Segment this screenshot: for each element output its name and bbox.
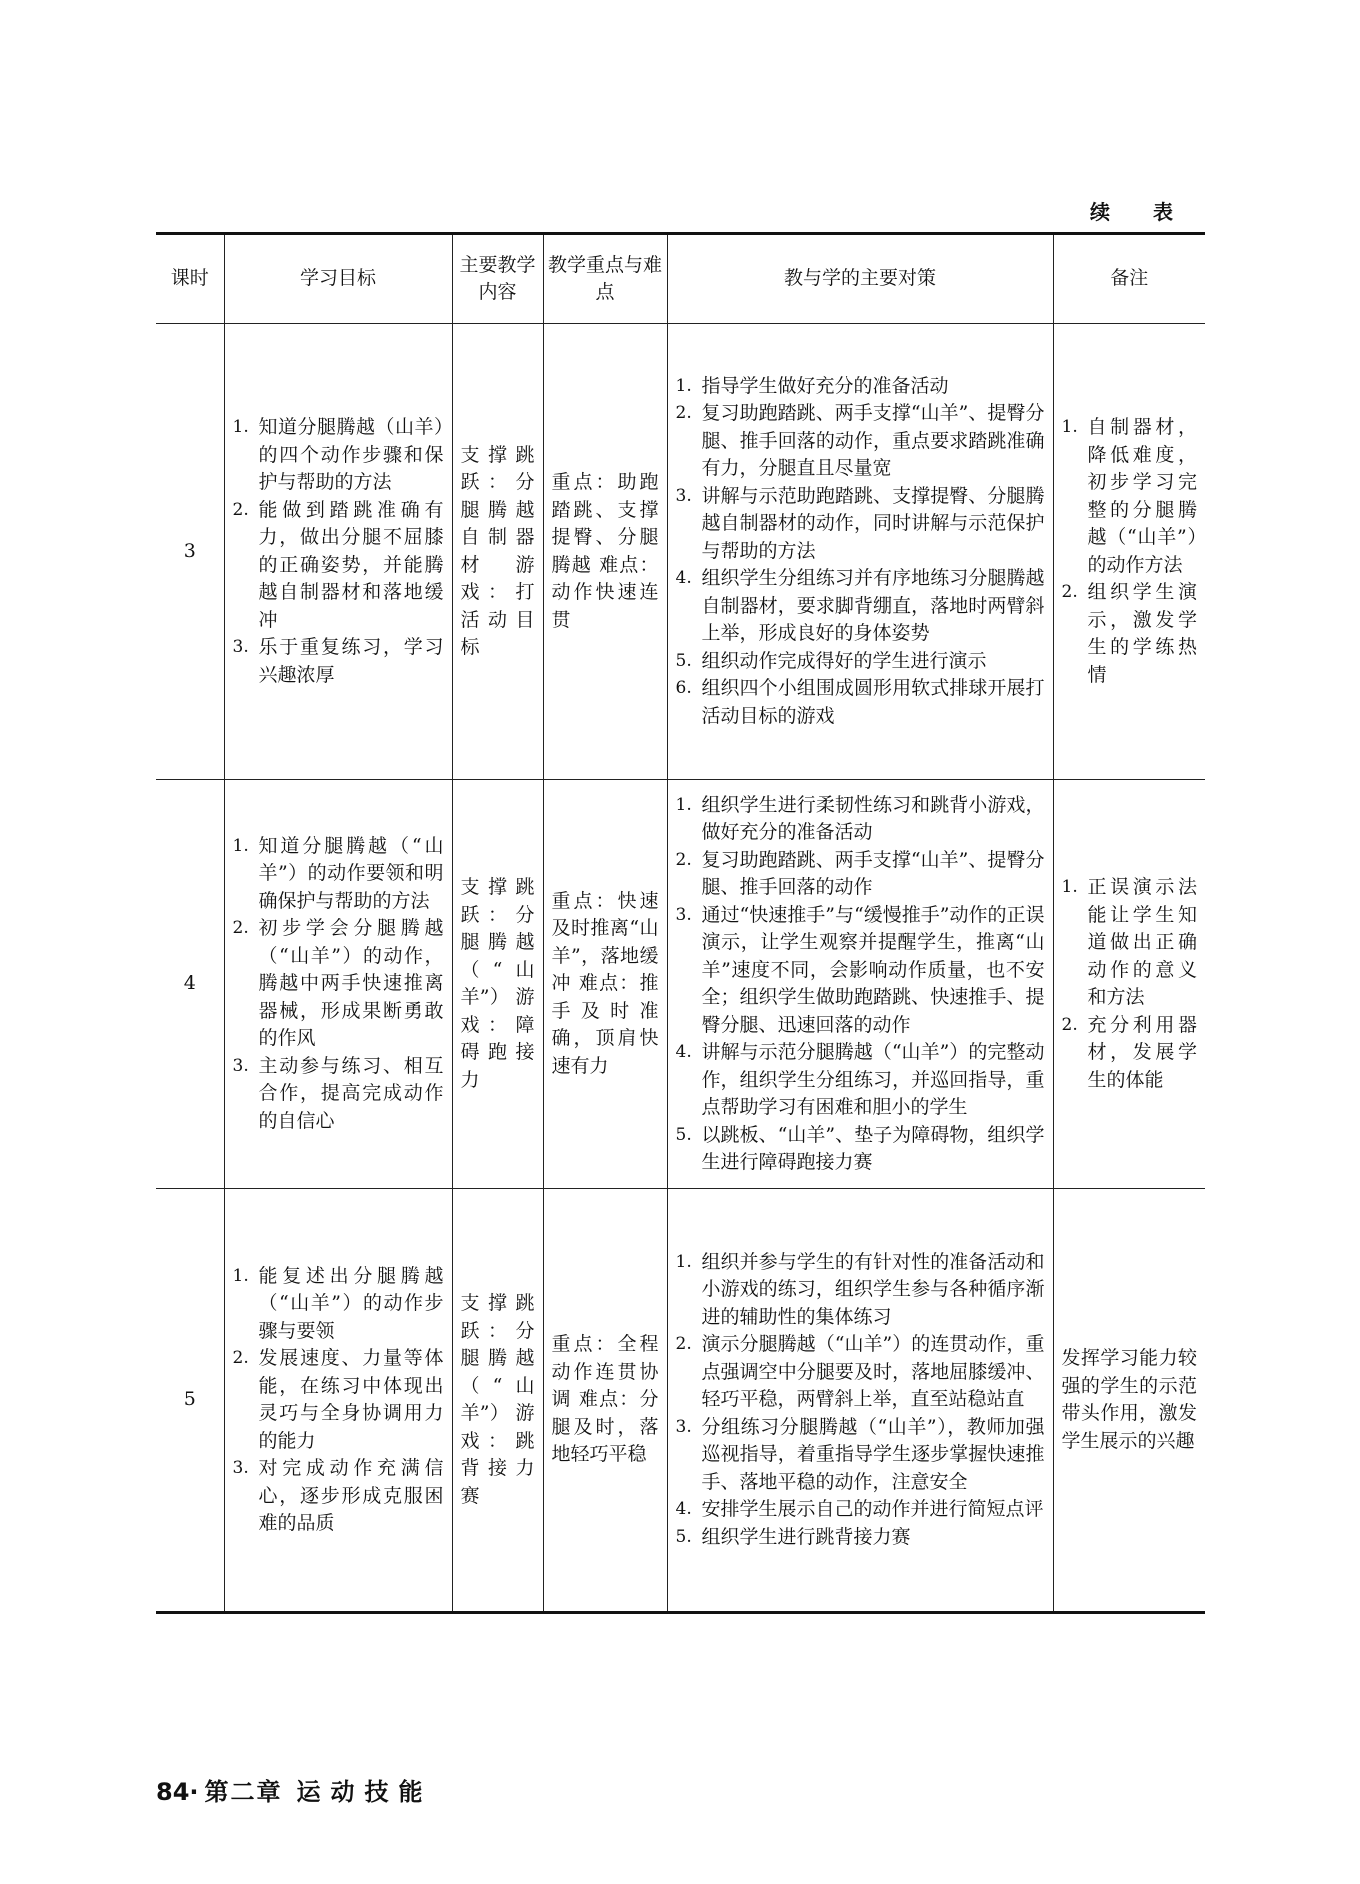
strategy-item-text: 安排学生展示自己的动作并进行简短点评 xyxy=(701,1498,1044,1521)
strategy-item xyxy=(676,565,1045,648)
goal-item-number: 2. xyxy=(232,918,249,939)
lesson-cell: 5 xyxy=(156,1189,224,1613)
page-number: 84 xyxy=(156,1778,190,1806)
strategy-item-number: 4. xyxy=(675,568,692,589)
goals-cell xyxy=(224,780,452,1189)
goal-item-number: 2. xyxy=(232,1348,249,1368)
strategy-item-text: 组织四个小组围成圆形用软式排球开展打活动目标的游戏 xyxy=(701,677,1045,727)
strategy-item xyxy=(676,675,1045,730)
strategy-item-number: 5. xyxy=(675,1526,692,1547)
goal-item-number: 1. xyxy=(232,417,249,437)
remark-item-text: 正误演示法能让学生知道做出正确动作的意义和方法 xyxy=(1087,876,1197,1008)
remark-item xyxy=(1062,414,1198,579)
strategy-item-text: 分组练习分腿腾越（“山羊”），教师加强巡视指导，着重指导学生逐步掌握快速推手、落地平稳的动作，注意安全 xyxy=(701,1415,1045,1493)
strategy-item xyxy=(676,1331,1045,1414)
strategy-item xyxy=(676,1122,1045,1177)
content-cell: 支撑跳跃：分腿腾越（“山羊”） 游 戏：跳背接力赛 xyxy=(452,1189,543,1613)
strategy-item xyxy=(676,1524,1045,1552)
goal-item-text: 知道分腿腾越（山羊）的四个动作步骤和保护与帮助的方法 xyxy=(258,416,444,493)
lesson-cell: 3 xyxy=(156,324,224,780)
lesson-cell: 4 xyxy=(156,780,224,1189)
header-keypoints: 教学重点与难点 xyxy=(543,234,667,324)
goal-item xyxy=(233,1263,444,1346)
goal-item xyxy=(233,1345,444,1455)
chapter-label: 第二章 xyxy=(204,1778,283,1806)
goal-item-text: 能复述出分腿腾越（“山羊”）的动作步骤与要领 xyxy=(258,1264,444,1342)
strategy-item-number: 2. xyxy=(675,403,692,424)
goal-item-text: 发展速度、力量等体能，在练习中体现出灵巧与全身协调用力的能力 xyxy=(258,1347,444,1452)
goal-item-number: 1. xyxy=(232,835,249,856)
chapter-title: 运动技能 xyxy=(296,1778,433,1806)
goal-item-text: 主动参与练习、相互合作，提高完成动作的自信心 xyxy=(258,1054,444,1132)
goal-item-text: 对完成动作充满信心，逐步形成克服困难的品质 xyxy=(258,1457,444,1534)
goal-item xyxy=(233,1053,444,1136)
strategy-item-text: 组织并参与学生的有针对性的准备活动和小游戏的练习，组织学生参与各种循序渐进的辅助性的集体练习 xyxy=(701,1250,1045,1328)
goals-cell xyxy=(224,324,452,780)
goal-item-text: 乐于重复练习，学习兴趣浓厚 xyxy=(258,636,444,686)
strategy-item xyxy=(676,400,1045,483)
strategy-item-text: 组织学生进行柔韧性练习和跳背小游戏，做好充分的准备活动 xyxy=(701,793,1045,843)
remark-text: 发挥学习能力较强的学生的示范带头作用，激发学生展示的兴趣 xyxy=(1061,1347,1197,1452)
table-row xyxy=(156,780,1205,1189)
strategy-item-number: 5. xyxy=(675,650,692,671)
strategy-item-number: 3. xyxy=(675,485,692,506)
table-row xyxy=(156,1189,1205,1613)
strategy-item-number: 3. xyxy=(675,1416,692,1437)
goal-item-list xyxy=(233,1263,444,1538)
remark-item-list xyxy=(1062,874,1198,1094)
strategy-item xyxy=(676,902,1045,1040)
strategy-item-number: 2. xyxy=(675,1334,692,1355)
content-cell: 支撑跳跃：分腿腾越自制器材 游 戏：打活动目标 xyxy=(452,324,543,780)
goal-item-text: 能做到踏跳准确有力，做出分腿不屈膝的正确姿势，并能腾越自制器材和落地缓冲 xyxy=(258,498,444,631)
strategy-item-text: 组织学生分组练习并有序地练习分腿腾越自制器材，要求脚背绷直，落地时两臂斜上举，形成良好的身体姿势 xyxy=(701,567,1045,645)
remark-item-text: 自制器材，降低难度，初步学习完整的分腿腾越（“山羊”）的动作方法 xyxy=(1087,416,1197,576)
header-lesson: 课时 xyxy=(156,234,224,324)
strategy-item-text: 演示分腿腾越（“山羊”）的连贯动作，重点强调空中分腿要及时，落地屈膝缓冲、轻巧平稳，两臂斜上举，直至站稳站直 xyxy=(701,1333,1045,1411)
header-content: 主要教学内容 xyxy=(452,234,543,324)
remarks-cell xyxy=(1053,1189,1205,1613)
goal-item-text: 初步学会分腿腾越（“山羊”）的动作，腾越中两手快速推离器械，形成果断勇敢的作风 xyxy=(258,917,444,1050)
strategy-item xyxy=(676,373,1045,401)
header-remarks: 备注 xyxy=(1053,234,1205,324)
remark-item xyxy=(1062,1012,1198,1095)
strategy-item-number: 5. xyxy=(675,1124,692,1145)
goal-item xyxy=(233,915,444,1053)
goal-item-list xyxy=(233,414,444,689)
lesson-plan-table xyxy=(156,232,1205,1614)
strategy-item-number: 2. xyxy=(675,849,692,870)
remarks-cell xyxy=(1053,780,1205,1189)
remark-item-text: 组织学生演示，激发学生的学练热情 xyxy=(1087,581,1197,686)
page-footer xyxy=(156,1772,433,1807)
header-strategies: 教与学的主要对策 xyxy=(667,234,1053,324)
goal-item-number: 3. xyxy=(232,1055,249,1076)
remark-item-number: 1. xyxy=(1061,417,1078,437)
strategy-item-text: 通过“快速推手”与“缓慢推手”动作的正误演示，让学生观察并提醒学生，推离“山羊”速度不同，会影响动作质量，也不安全；组织学生做助跑踏跳、快速推手、提臀分腿、迅速回落的动作 xyxy=(701,903,1045,1036)
footer-separator: · xyxy=(189,1778,199,1806)
strategy-item xyxy=(676,1414,1045,1497)
strategies-cell xyxy=(667,1189,1053,1613)
strategy-item-text: 以跳板、“山羊”、垫子为障碍物，组织学生进行障碍跑接力赛 xyxy=(701,1123,1045,1173)
goal-item xyxy=(233,634,444,689)
content-cell: 支撑跳跃：分腿腾越（“山羊”） 游 戏：障碍跑接力 xyxy=(452,780,543,1189)
strategy-item-text: 指导学生做好充分的准备活动 xyxy=(701,374,949,397)
remark-item-text: 充分利用器材，发展学生的体能 xyxy=(1087,1013,1197,1091)
remark-item-number: 1. xyxy=(1061,877,1078,897)
goals-cell xyxy=(224,1189,452,1613)
goal-item-number: 1. xyxy=(232,1265,249,1286)
remarks-cell xyxy=(1053,324,1205,780)
strategy-item-text: 讲解与示范助跑踏跳、支撑提臀、分腿腾越自制器材的动作，同时讲解与示范保护与帮助的方法 xyxy=(701,484,1045,562)
remark-item xyxy=(1062,579,1198,689)
strategy-item-number: 1. xyxy=(675,794,692,815)
continued-label: 续 表 xyxy=(1090,200,1191,224)
strategy-item xyxy=(676,483,1045,566)
goal-item-number: 3. xyxy=(232,637,249,657)
keypoints-cell: 重点：全程动作连贯协调 难点：分腿及时，落地轻巧平稳 xyxy=(543,1189,667,1613)
strategy-item xyxy=(676,1039,1045,1122)
strategy-item-number: 1. xyxy=(675,1251,692,1272)
strategy-item-text: 组织动作完成得好的学生进行演示 xyxy=(701,649,987,672)
keypoints-cell: 重点：助跑踏跳、支撑提臀、分腿腾越 难点：动作快速连贯 xyxy=(543,324,667,780)
strategy-item xyxy=(676,792,1045,847)
strategy-item xyxy=(676,1249,1045,1332)
goal-item xyxy=(233,497,444,635)
goal-item-text: 知道分腿腾越（“山羊”）的动作要领和明确保护与帮助的方法 xyxy=(258,834,444,912)
strategy-item-number: 3. xyxy=(675,904,692,925)
strategies-cell xyxy=(667,780,1053,1189)
strategy-item-text: 复习助跑踏跳、两手支撑“山羊”、提臀分腿、推手回落的动作 xyxy=(701,848,1045,898)
header-goals: 学习目标 xyxy=(224,234,452,324)
strategy-item xyxy=(676,1496,1045,1524)
goal-item-number: 2. xyxy=(232,499,249,520)
goal-item-list xyxy=(233,833,444,1136)
remark-item-number: 2. xyxy=(1061,582,1078,602)
goal-item xyxy=(233,833,444,916)
table-row xyxy=(156,324,1205,780)
remark-item xyxy=(1062,874,1198,1012)
strategy-item-number: 6. xyxy=(675,678,692,699)
keypoints-cell: 重点：快速及时推离“山羊”，落地缓冲 难点：推手及时准确，顶肩快速有力 xyxy=(543,780,667,1189)
strategy-item-text: 复习助跑踏跳、两手支撑“山羊”、提臀分腿、推手回落的动作，重点要求踏跳准确有力，分腿直且尽量宽 xyxy=(701,402,1045,480)
table-header-row xyxy=(156,234,1205,324)
strategy-item xyxy=(676,847,1045,902)
strategies-cell xyxy=(667,324,1053,780)
strategy-item-number: 4. xyxy=(675,1499,692,1520)
remark-item-list xyxy=(1062,414,1198,689)
strategy-item-list xyxy=(676,1249,1045,1552)
goal-item xyxy=(233,1455,444,1538)
strategy-item-text: 组织学生进行跳背接力赛 xyxy=(701,1525,911,1548)
strategy-item xyxy=(676,648,1045,676)
strategy-item-list xyxy=(676,373,1045,731)
goal-item xyxy=(233,414,444,497)
remark-item-number: 2. xyxy=(1061,1014,1078,1035)
strategy-item-number: 4. xyxy=(675,1042,692,1062)
strategy-item-text: 讲解与示范分腿腾越（“山羊”）的完整动作，组织学生分组练习，并巡回指导，重点帮助学习有困难和胆小的学生 xyxy=(701,1041,1045,1118)
goal-item-number: 3. xyxy=(232,1458,249,1478)
strategy-item-list xyxy=(676,792,1045,1177)
strategy-item-number: 1. xyxy=(675,375,692,396)
